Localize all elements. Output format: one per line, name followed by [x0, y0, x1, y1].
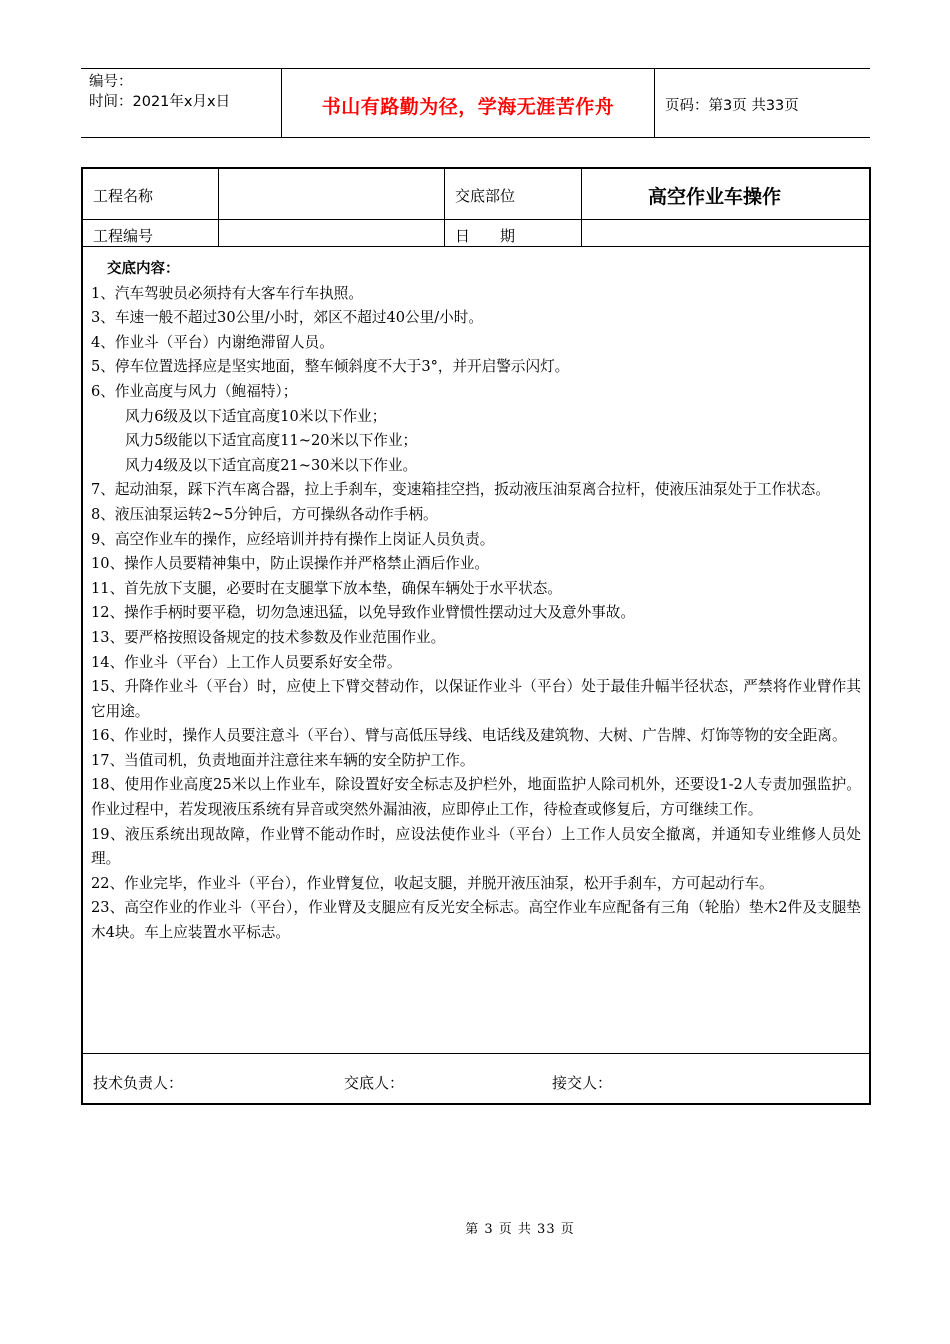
content-item: 12、操作手柄时要平稳，切勿急速迅猛，以免导致作业臂惯性摆动过大及意外事故。 — [91, 604, 635, 622]
header-meta — [89, 72, 230, 112]
table-row-divider — [83, 246, 869, 247]
content-item: 5、停车位置选择应是坚实地面，整车倾斜度不大于3°，并开启警示闪灯。 — [91, 358, 570, 376]
content-item: 10、操作人员要精神集中，防止误操作并严格禁止酒后作业。 — [91, 555, 490, 573]
document-time-label: 时间：2021年x月x日 — [89, 94, 231, 110]
content-item: 16、作业时，操作人员要注意斗（平台）、臂与高低压导线、电话线及建筑物、大树、广告牌、灯饰等物的安全距离。 — [91, 727, 847, 745]
project-name-label: 工程名称 — [93, 187, 154, 205]
tech-lead-label: 技术负责人： — [93, 1074, 184, 1092]
header-divider — [654, 69, 655, 137]
table-col-divider — [581, 169, 582, 246]
content-item: 6、作业高度与风力（鲍福特）； — [91, 382, 298, 400]
content-item: 22、作业完毕，作业斗（平台），作业臂复位，收起支腿，并脱开液压油泵，松开手刹车，方可起动行车。 — [91, 874, 774, 892]
content-item: 11、首先放下支腿，必要时在支腿掌下放本垫，确保车辆处于水平状态。 — [91, 579, 562, 597]
content-item: 23、高空作业的作业斗（平台），作业臂及支腿应有反光安全标志。高空作业车应配备有三角（轮胎）垫木2件及支腿垫木4块。车上应装置水平标志。 — [91, 899, 861, 942]
table-row-divider — [83, 1053, 869, 1054]
content-subitem: 风力4级及以下适宜高度21~30米以下作业。 — [125, 456, 418, 474]
content-item: 8、液压油泵运转2~5分钟后，方可操纵各动作手柄。 — [91, 505, 438, 523]
content-item: 19、液压系统出现故障，作业臂不能动作时，应设法使作业斗（平台）上工作人员安全撤离，并通知专业维修人员处理。 — [91, 825, 861, 868]
content-item: 9、高空作业车的操作，应经培训并持有操作上岗证人员负责。 — [91, 530, 495, 548]
table-col-divider — [218, 169, 219, 246]
content-item: 3、车速一般不超过30公里/小时，郊区不超过40公里/小时。 — [91, 309, 483, 327]
disclosure-table — [81, 167, 871, 1105]
page-footer-number: 第 3 页 共 33 页 — [465, 1222, 575, 1237]
document-number-label: 编号： — [89, 74, 133, 90]
receiver-label: 接交人： — [552, 1074, 613, 1092]
content-item: 18、使用作业高度25米以上作业车，除设置好安全标志及护栏外，地面监护人除司机外，还要设1-2人专责加强监护。作业过程中，若发现液压系统有异音或突然外漏油液，应即停止工作，待检查或修复后，方可继续工作。 — [91, 776, 861, 819]
discloser-label: 交底人： — [344, 1074, 405, 1092]
table-col-divider — [444, 169, 445, 246]
content-subitem: 风力6级及以下适宜高度10米以下作业； — [125, 407, 387, 425]
disclosure-content — [91, 257, 861, 946]
content-item: 1、汽车驾驶员必须持有大客车行车执照。 — [91, 284, 363, 302]
page-header — [81, 68, 870, 138]
content-item: 13、要严格按照设备规定的技术参数及作业范围作业。 — [91, 628, 446, 646]
content-subitem: 风力5级能以下适宜高度11~20米以下作业； — [125, 432, 418, 450]
header-motto: 书山有路勤为径，学海无涯苦作舟 — [321, 96, 615, 118]
header-page-label: 页码：第3页 共33页 — [665, 98, 799, 114]
content-item: 7、起动油泵，踩下汽车离合器，拉上手刹车，变速箱挂空挡，扳动液压油泵离合拉杆，使液压油泵处于工作状态。 — [91, 481, 830, 499]
content-item: 4、作业斗（平台）内谢绝滞留人员。 — [91, 333, 334, 351]
content-item: 14、作业斗（平台）上工作人员要系好安全带。 — [91, 653, 402, 671]
table-row-divider — [83, 219, 869, 220]
date-label: 日 期 — [455, 227, 516, 245]
disclosure-title: 高空作业车操作 — [648, 186, 782, 208]
disclosure-part-label: 交底部位 — [455, 187, 516, 205]
content-item: 17、当值司机，负责地面并注意往来车辆的安全防护工作。 — [91, 751, 475, 769]
content-item: 15、升降作业斗（平台）时，应使上下臂交替动作，以保证作业斗（平台）处于最佳升幅半径状态，严禁将作业臂作其它用途。 — [91, 678, 861, 720]
project-number-label: 工程编号 — [93, 227, 154, 245]
content-heading: 交底内容： — [107, 261, 180, 277]
